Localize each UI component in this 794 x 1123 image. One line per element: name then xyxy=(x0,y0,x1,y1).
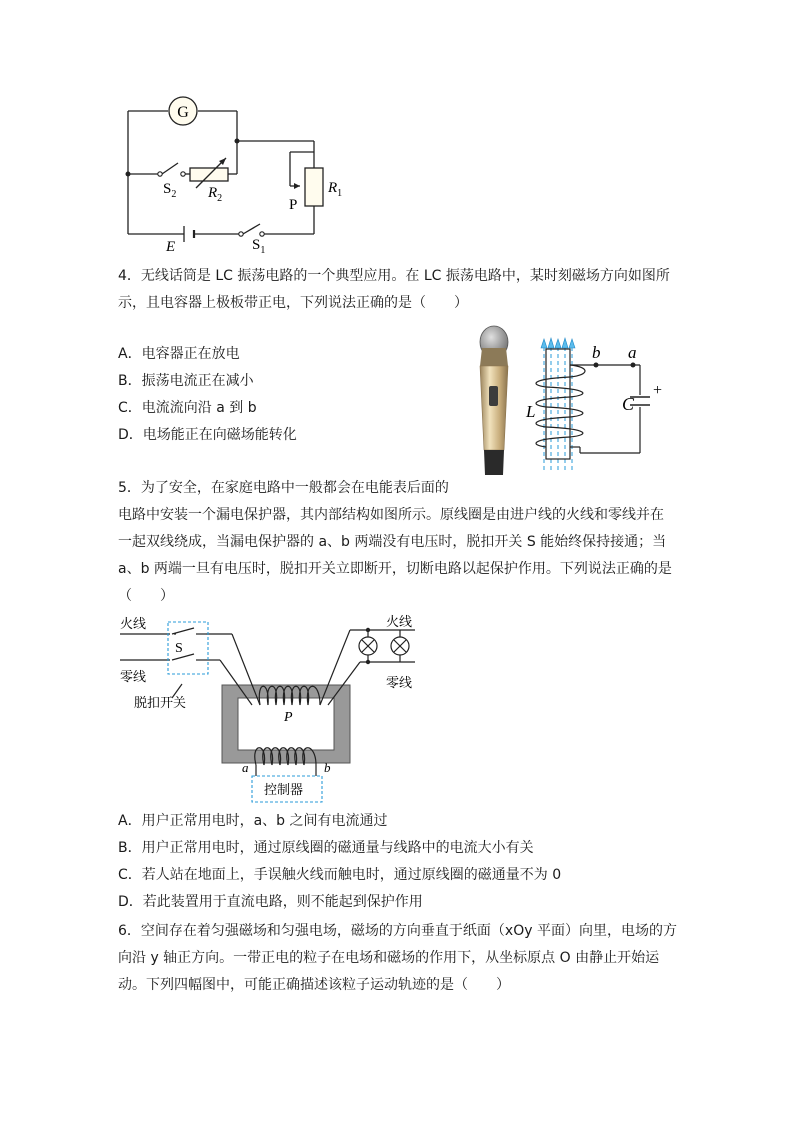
q6-stem-line-2: 向沿 y 轴正方向。一带正电的粒子在电场和磁场的作用下，从坐标原点 O 由静止开始运 xyxy=(118,950,660,966)
lc-label-b: b xyxy=(592,343,601,362)
neutral-wire-left-label: 零线 xyxy=(120,670,147,685)
q4-option-d: D．电场能正在向磁场能转化 xyxy=(118,427,297,443)
q5-stem-line-4: a、b 两端一旦有电压时，脱扣开关立即断开，切断电路以起保护作用。下列说法正确的是 xyxy=(118,561,672,577)
svg-text:R2 xyxy=(207,185,222,204)
p-label: P xyxy=(289,197,298,213)
r2-sub: 2 xyxy=(217,193,223,204)
controller-label: 控制器 xyxy=(264,783,304,798)
q5-option-c: C．若人站在地面上，手误触火线而触电时，通过原线圈的磁通量不为 0 xyxy=(118,867,562,883)
s1-label: S xyxy=(252,237,261,253)
circuit-figure-top xyxy=(0,0,794,262)
terminal-a-label: a xyxy=(242,760,249,775)
r1-sub: 1 xyxy=(337,188,343,199)
lc-label-a: a xyxy=(628,343,637,362)
s2-label: S xyxy=(163,181,172,197)
leakage-protector-figure xyxy=(110,610,430,805)
r1-label: R xyxy=(328,180,338,196)
q4-option-c: C．电流流向沿 a 到 b xyxy=(118,400,257,416)
q4-option-b: B．振荡电流正在减小 xyxy=(118,373,254,389)
r2-label: R xyxy=(208,185,218,201)
svg-text:S1 xyxy=(252,237,265,256)
lc-label-c: C xyxy=(622,394,635,414)
lc-label-plus: + xyxy=(653,382,663,399)
switch-s-label: S xyxy=(175,641,183,656)
live-wire-right-label: 火线 xyxy=(386,615,413,630)
svg-text:R1 xyxy=(327,180,342,199)
q4-option-a: A．电容器正在放电 xyxy=(118,346,240,362)
lc-label-l: L xyxy=(526,402,536,421)
q5-option-b: B．用户正常用电时，通过原线圈的磁通量与线路中的电流大小有关 xyxy=(118,840,534,856)
q5-stem-line-5: （ ） xyxy=(118,588,174,604)
core-p-label: P xyxy=(284,710,293,725)
svg-text:S2 xyxy=(163,181,176,200)
q5-stem-line-3: 一起双线绕成，当漏电保护器的 a、b 两端没有电压时，脱扣开关 S 能始终保持接通；当 xyxy=(118,534,667,550)
q6-stem-line-1: 6．空间存在着匀强磁场和匀强电场，磁场的方向垂直于纸面（xOy 平面）向里，电场的方 xyxy=(118,923,677,939)
q4-stem-line-1: 4．无线话筒是 LC 振荡电路的一个典型应用。在 LC 振荡电路中，某时刻磁场方向如图所 xyxy=(118,268,670,284)
galvanometer-label: G xyxy=(177,104,189,121)
q5-option-d: D．若此装置用于直流电路，则不能起到保护作用 xyxy=(118,894,423,910)
q5-stem-line-1: 5．为了安全，在家庭电路中一般都会在电能表后面的 xyxy=(118,480,449,496)
q4-stem-line-2: 示，且电容器上极板带正电，下列说法正确的是（ ） xyxy=(118,295,468,311)
q5-option-a: A．用户正常用电时，a、b 之间有电流通过 xyxy=(118,813,388,829)
q6-stem-line-3: 动。下列四幅图中，可能正确描述该粒子运动轨迹的是（ ） xyxy=(118,977,510,993)
s1-sub: 1 xyxy=(260,245,266,256)
q5-stem-line-2: 电路中安装一个漏电保护器，其内部结构如图所示。原线圈是由进户线的火线和零线并在 xyxy=(118,507,664,523)
trip-switch-label: 脱扣开关 xyxy=(134,696,187,711)
live-wire-left-label: 火线 xyxy=(120,617,147,632)
neutral-wire-right-label: 零线 xyxy=(386,676,413,691)
s2-sub: 2 xyxy=(171,189,177,200)
e-label: E xyxy=(166,239,176,255)
lc-circuit-figure xyxy=(520,335,680,475)
terminal-b-label: b xyxy=(324,760,331,775)
